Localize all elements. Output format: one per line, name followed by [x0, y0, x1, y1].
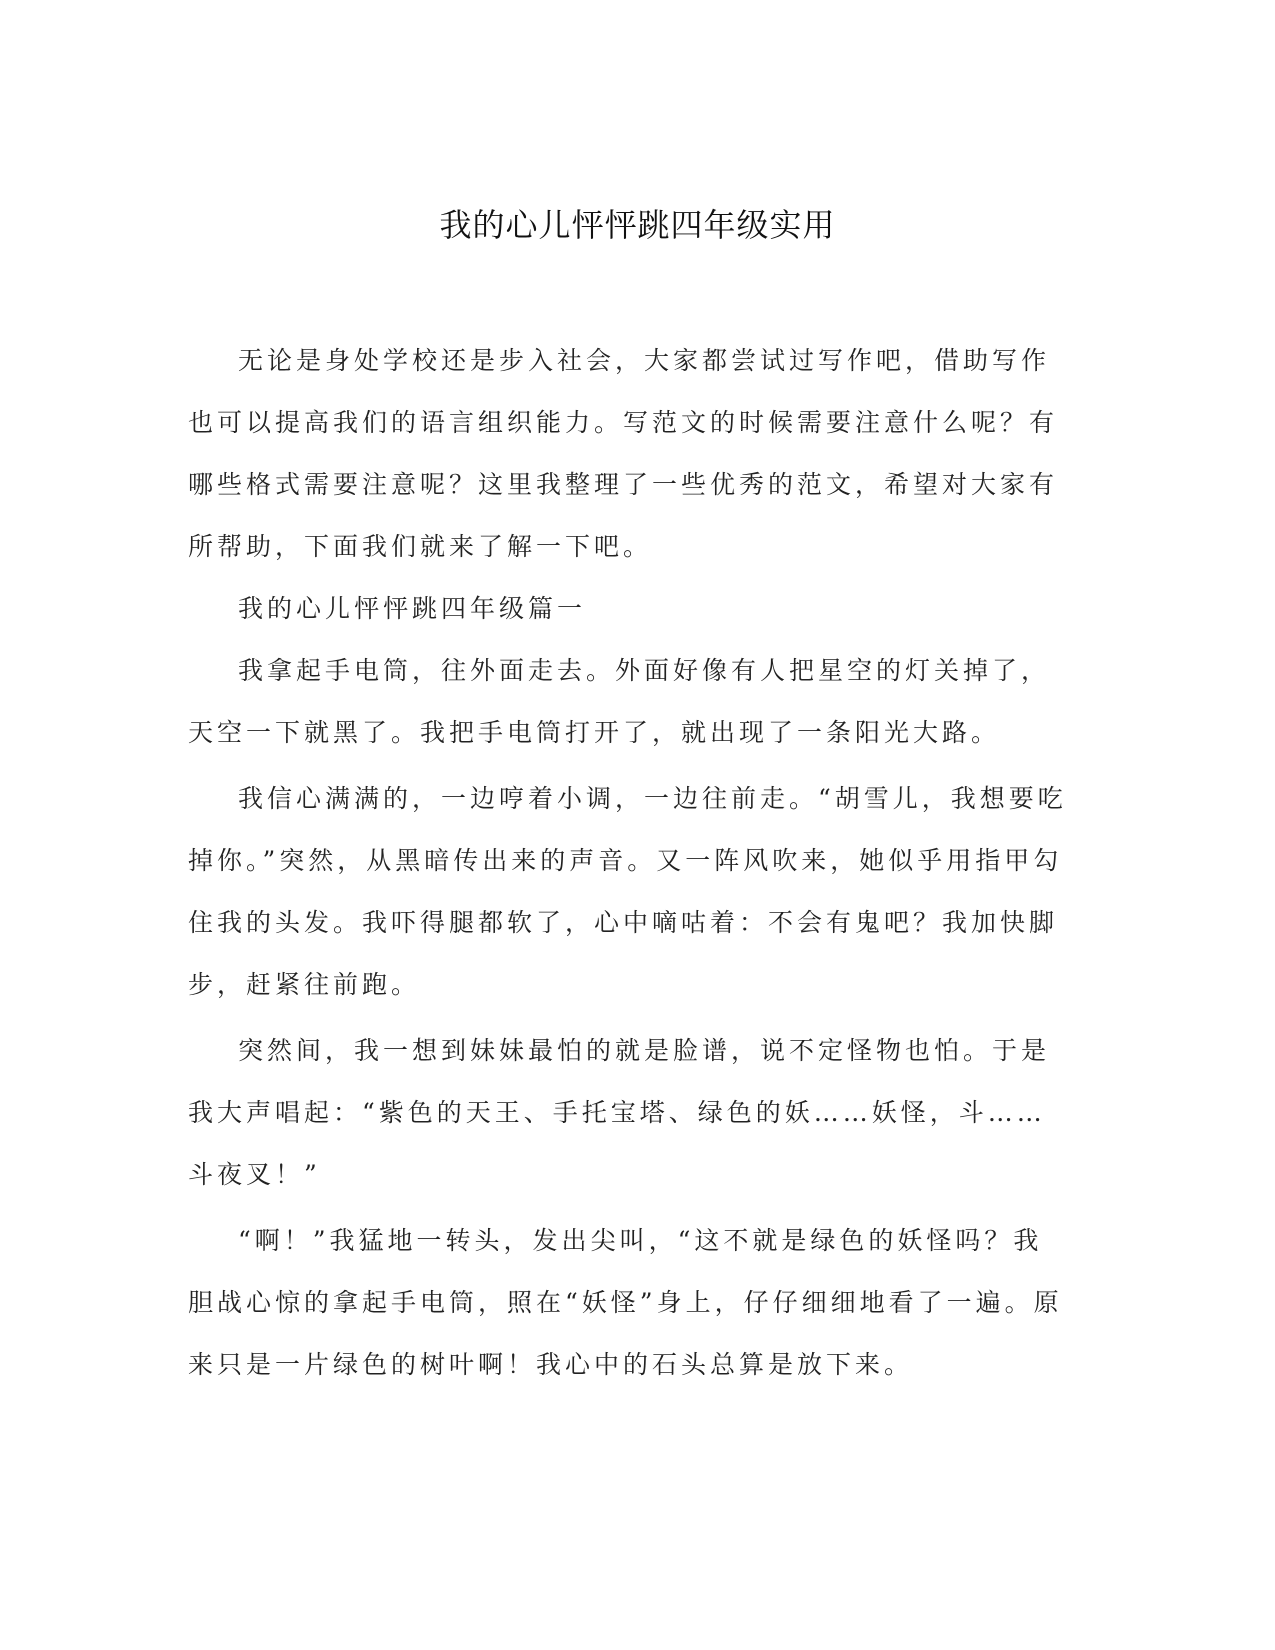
document-body: [188, 330, 1068, 1396]
paragraph: 突然间，我一想到妹妹最怕的就是脸谱，说不定怪物也怕。于是我大声唱起：“紫色的天王、手托宝塔、绿色的妖……妖怪，斗……斗夜叉！”: [188, 1036, 1051, 1189]
paragraph: “啊！”我猛地一转头，发出尖叫，“这不就是绿色的妖怪吗？我胆战心惊的拿起手电筒，照在“妖怪”身上，仔仔细细地看了一遍。原来只是一片绿色的树叶啊！我心中的石头总算是放下来。: [188, 1226, 1063, 1379]
paragraph: 我拿起手电筒，往外面走去。外面好像有人把星空的灯关掉了，天空一下就黑了。我把手电筒打开了，就出现了一条阳光大路。: [188, 656, 1051, 747]
document-title: 我的心儿怦怦跳四年级实用: [439, 206, 836, 244]
section-heading: 我的心儿怦怦跳四年级篇一: [238, 594, 587, 623]
paragraph-intro: 无论是身处学校还是步入社会，大家都尝试过写作吧，借助写作也可以提高我们的语言组织能力。写范文的时候需要注意什么呢？有哪些格式需要注意呢？这里我整理了一些优秀的范文，希望对大家有所帮助，下面我们就来了解一下吧。: [188, 346, 1059, 561]
paragraph: 我信心满满的，一边哼着小调，一边往前走。“胡雪儿，我想要吃掉你。”突然，从黑暗传出来的声音。又一阵风吹来，她似乎用指甲勾住我的头发。我吓得腿都软了，心中嘀咕着：不会有鬼吧？我加快脚步，赶紧往前跑。: [188, 784, 1067, 999]
